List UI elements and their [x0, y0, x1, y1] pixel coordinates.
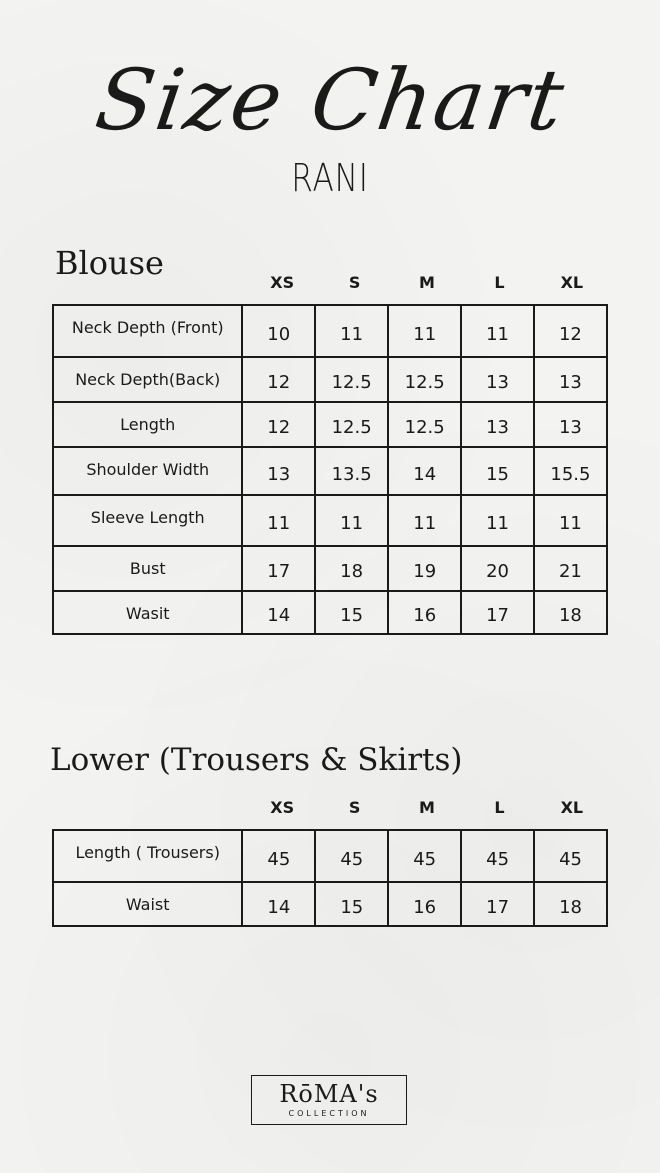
row-label: Shoulder Width [53, 447, 242, 495]
table-cell: 12.5 [388, 357, 461, 402]
table-cell: 14 [242, 882, 315, 926]
table-cell: 14 [388, 447, 461, 495]
table-cell: 12.5 [315, 402, 388, 447]
table-cell: 19 [388, 546, 461, 591]
table-cell: 45 [388, 830, 461, 882]
table-cell: 15 [461, 447, 534, 495]
table-cell: 10 [242, 305, 315, 357]
blouse-section-title: Blouse [55, 244, 164, 282]
table-row [53, 402, 607, 447]
table-cell: 12.5 [388, 402, 461, 447]
table-row [53, 447, 607, 495]
table-cell: 11 [315, 305, 388, 357]
page-title: Size Chart [90, 51, 572, 149]
table-row [53, 495, 607, 546]
table-cell: 13 [461, 357, 534, 402]
table-cell: 13.5 [315, 447, 388, 495]
row-label: Wasit [53, 591, 242, 634]
table-row [53, 305, 607, 357]
row-label: Neck Depth (Front) [53, 305, 242, 357]
table-cell: 12 [534, 305, 607, 357]
table-cell: 11 [461, 495, 534, 546]
table-cell: 13 [534, 357, 607, 402]
row-label: Bust [53, 546, 242, 591]
lower-size-header [246, 793, 608, 823]
table-cell: 17 [242, 546, 315, 591]
table-cell: 12 [242, 357, 315, 402]
table-cell: 45 [534, 830, 607, 882]
table-cell: 13 [242, 447, 315, 495]
row-label: Sleeve Length [53, 495, 242, 546]
table-cell: 14 [242, 591, 315, 634]
size-label-xl: XL [560, 798, 584, 817]
table-cell: 13 [461, 402, 534, 447]
table-cell: 15.5 [534, 447, 607, 495]
table-cell: 16 [388, 591, 461, 634]
table-row [53, 830, 607, 882]
table-cell: 45 [315, 830, 388, 882]
size-label-m: M [419, 798, 435, 817]
table-cell: 18 [534, 882, 607, 926]
table-cell: 18 [315, 546, 388, 591]
table-cell: 20 [461, 546, 534, 591]
table-cell: 11 [534, 495, 607, 546]
lower-size-table [52, 829, 608, 927]
table-cell: 15 [315, 882, 388, 926]
table-row [53, 591, 607, 634]
table-cell: 11 [461, 305, 534, 357]
lower-section-title: Lower (Trousers & Skirts) [50, 742, 463, 778]
table-row [53, 357, 607, 402]
table-cell: 11 [315, 495, 388, 546]
table-cell: 12 [242, 402, 315, 447]
table-row [53, 882, 607, 926]
table-cell: 21 [534, 546, 607, 591]
table-cell: 16 [388, 882, 461, 926]
table-cell: 45 [242, 830, 315, 882]
row-label: Length [53, 402, 242, 447]
table-cell: 15 [315, 591, 388, 634]
table-cell: 11 [388, 305, 461, 357]
size-label-m: M [419, 273, 435, 292]
table-cell: 45 [461, 830, 534, 882]
table-cell: 17 [461, 882, 534, 926]
blouse-size-header [246, 268, 608, 298]
collection-name: RANI [291, 156, 369, 200]
size-label-s: S [348, 273, 361, 292]
table-cell: 17 [461, 591, 534, 634]
blouse-size-table [52, 304, 608, 635]
size-label-l: L [494, 798, 505, 817]
size-label-xl: XL [560, 273, 584, 292]
size-label-xs: XS [270, 798, 295, 817]
brand-tagline: COLLECTION [288, 1109, 370, 1118]
table-cell: 13 [534, 402, 607, 447]
brand-logo [251, 1075, 407, 1125]
table-cell: 18 [534, 591, 607, 634]
size-label-xs: XS [270, 273, 295, 292]
size-label-l: L [494, 273, 505, 292]
table-cell: 11 [242, 495, 315, 546]
row-label: Neck Depth(Back) [53, 357, 242, 402]
size-label-s: S [348, 798, 361, 817]
table-row [53, 546, 607, 591]
row-label: Length ( Trousers) [53, 830, 242, 882]
table-cell: 11 [388, 495, 461, 546]
table-cell: 12.5 [315, 357, 388, 402]
row-label: Waist [53, 882, 242, 926]
brand-name: RōMA's [279, 1080, 379, 1108]
